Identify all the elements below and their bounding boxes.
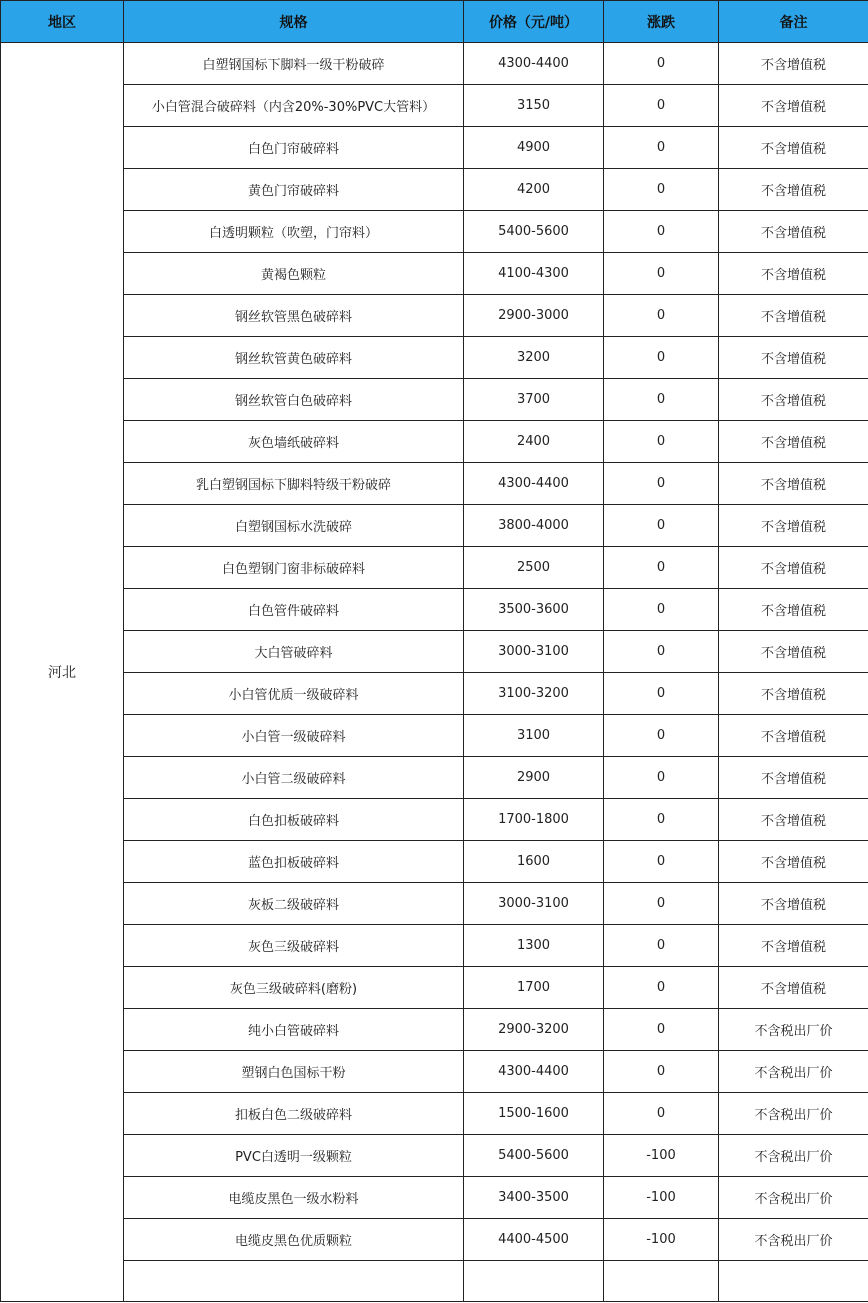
note-cell: 不含增值税 xyxy=(719,169,868,211)
note-cell: 不含增值税 xyxy=(719,421,868,463)
note-cell: 不含税出厂价 xyxy=(719,1093,868,1135)
note-cell: 不含增值税 xyxy=(719,883,868,925)
table-row xyxy=(1,253,868,295)
spec-cell: 小白管一级破碎料 xyxy=(124,715,464,757)
note-cell: 不含税出厂价 xyxy=(719,1219,868,1261)
spec-cell: 乳白塑钢国标下脚料特级干粉破碎 xyxy=(124,463,464,505)
note-cell: 不含增值税 xyxy=(719,85,868,127)
spec-cell: 灰色墙纸破碎料 xyxy=(124,421,464,463)
price-cell: 4100-4300 xyxy=(464,253,604,295)
note-cell: 不含增值税 xyxy=(719,715,868,757)
table-row xyxy=(1,589,868,631)
price-cell: 5400-5600 xyxy=(464,211,604,253)
change-cell: 0 xyxy=(604,883,719,925)
spec-cell: 钢丝软管白色破碎料 xyxy=(124,379,464,421)
note-cell: 不含税出厂价 xyxy=(719,1135,868,1177)
price-cell: 5400-5600 xyxy=(464,1135,604,1177)
change-cell: 0 xyxy=(604,589,719,631)
table-row xyxy=(1,43,868,85)
change-cell: 0 xyxy=(604,925,719,967)
note-cell: 不含增值税 xyxy=(719,43,868,85)
note-cell: 不含增值税 xyxy=(719,547,868,589)
price-cell: 4900 xyxy=(464,127,604,169)
change-cell: 0 xyxy=(604,799,719,841)
note-cell: 不含增值税 xyxy=(719,463,868,505)
change-cell: 0 xyxy=(604,421,719,463)
note-cell: 不含增值税 xyxy=(719,379,868,421)
change-cell: 0 xyxy=(604,967,719,1009)
price-cell: 4300-4400 xyxy=(464,43,604,85)
header-row xyxy=(1,1,868,43)
change-cell: 0 xyxy=(604,85,719,127)
empty-cell xyxy=(719,1261,868,1302)
spec-cell: 白色管件破碎料 xyxy=(124,589,464,631)
change-cell: -100 xyxy=(604,1219,719,1261)
note-cell: 不含税出厂价 xyxy=(719,1009,868,1051)
header-region: 地区 xyxy=(1,1,124,43)
table-row xyxy=(1,1051,868,1093)
spec-cell: 小白管混合破碎料（内含20%-30%PVC大管料） xyxy=(124,85,464,127)
spec-cell: 纯小白管破碎料 xyxy=(124,1009,464,1051)
table-row xyxy=(1,85,868,127)
change-cell: 0 xyxy=(604,757,719,799)
change-cell: 0 xyxy=(604,253,719,295)
table-row xyxy=(1,1135,868,1177)
price-cell: 3800-4000 xyxy=(464,505,604,547)
price-cell: 1500-1600 xyxy=(464,1093,604,1135)
table-row xyxy=(1,715,868,757)
table-body xyxy=(1,43,868,1302)
change-cell: 0 xyxy=(604,379,719,421)
change-cell: 0 xyxy=(604,169,719,211)
price-cell: 3150 xyxy=(464,85,604,127)
table-row xyxy=(1,631,868,673)
header-note: 备注 xyxy=(719,1,868,43)
table-row xyxy=(1,925,868,967)
change-cell: 0 xyxy=(604,1009,719,1051)
spec-cell: 大白管破碎料 xyxy=(124,631,464,673)
spec-cell: 黄色门帘破碎料 xyxy=(124,169,464,211)
empty-cell xyxy=(124,1261,464,1302)
change-cell: 0 xyxy=(604,211,719,253)
table-row xyxy=(1,169,868,211)
note-cell: 不含增值税 xyxy=(719,925,868,967)
change-cell: 0 xyxy=(604,505,719,547)
price-cell: 4200 xyxy=(464,169,604,211)
region-cell: 河北 xyxy=(1,43,124,1302)
note-cell: 不含增值税 xyxy=(719,505,868,547)
change-cell: 0 xyxy=(604,841,719,883)
spec-cell: 小白管二级破碎料 xyxy=(124,757,464,799)
table-row xyxy=(1,757,868,799)
table-row xyxy=(1,1093,868,1135)
empty-cell xyxy=(604,1261,719,1302)
empty-row xyxy=(1,1261,868,1302)
table-row xyxy=(1,211,868,253)
header-spec: 规格 xyxy=(124,1,464,43)
spec-cell: 钢丝软管黄色破碎料 xyxy=(124,337,464,379)
change-cell: 0 xyxy=(604,673,719,715)
note-cell: 不含增值税 xyxy=(719,337,868,379)
price-cell: 1300 xyxy=(464,925,604,967)
table-row xyxy=(1,841,868,883)
price-cell: 2900 xyxy=(464,757,604,799)
price-cell: 1600 xyxy=(464,841,604,883)
spec-cell: PVC白透明一级颗粒 xyxy=(124,1135,464,1177)
table-row xyxy=(1,1219,868,1261)
note-cell: 不含增值税 xyxy=(719,295,868,337)
table-row xyxy=(1,379,868,421)
spec-cell: 白塑钢国标水洗破碎 xyxy=(124,505,464,547)
price-cell: 4400-4500 xyxy=(464,1219,604,1261)
note-cell: 不含增值税 xyxy=(719,799,868,841)
note-cell: 不含增值税 xyxy=(719,253,868,295)
spec-cell: 黄褐色颗粒 xyxy=(124,253,464,295)
price-cell: 4300-4400 xyxy=(464,1051,604,1093)
table-row xyxy=(1,505,868,547)
price-cell: 3100-3200 xyxy=(464,673,604,715)
change-cell: 0 xyxy=(604,1093,719,1135)
spec-cell: 塑钢白色国标干粉 xyxy=(124,1051,464,1093)
header-price: 价格（元/吨） xyxy=(464,1,604,43)
price-cell: 2900-3200 xyxy=(464,1009,604,1051)
price-cell: 3400-3500 xyxy=(464,1177,604,1219)
note-cell: 不含增值税 xyxy=(719,589,868,631)
price-cell: 2900-3000 xyxy=(464,295,604,337)
spec-cell: 白色门帘破碎料 xyxy=(124,127,464,169)
price-cell: 2500 xyxy=(464,547,604,589)
table-row xyxy=(1,463,868,505)
spec-cell: 钢丝软管黑色破碎料 xyxy=(124,295,464,337)
price-cell: 4300-4400 xyxy=(464,463,604,505)
change-cell: 0 xyxy=(604,631,719,673)
header-change: 涨跌 xyxy=(604,1,719,43)
note-cell: 不含税出厂价 xyxy=(719,1051,868,1093)
table-row xyxy=(1,547,868,589)
table-row xyxy=(1,1177,868,1219)
spec-cell: 灰色三级破碎料 xyxy=(124,925,464,967)
table-row xyxy=(1,967,868,1009)
price-cell: 1700-1800 xyxy=(464,799,604,841)
note-cell: 不含增值税 xyxy=(719,757,868,799)
change-cell: 0 xyxy=(604,295,719,337)
price-cell: 3700 xyxy=(464,379,604,421)
price-cell: 3000-3100 xyxy=(464,631,604,673)
change-cell: 0 xyxy=(604,715,719,757)
price-cell: 2400 xyxy=(464,421,604,463)
change-cell: -100 xyxy=(604,1177,719,1219)
table-row xyxy=(1,421,868,463)
price-cell: 3000-3100 xyxy=(464,883,604,925)
note-cell: 不含增值税 xyxy=(719,841,868,883)
note-cell: 不含增值税 xyxy=(719,673,868,715)
spec-cell: 扣板白色二级破碎料 xyxy=(124,1093,464,1135)
spec-cell: 白色塑钢门窗非标破碎料 xyxy=(124,547,464,589)
spec-cell: 灰板二级破碎料 xyxy=(124,883,464,925)
price-cell: 1700 xyxy=(464,967,604,1009)
table-row xyxy=(1,127,868,169)
spec-cell: 蓝色扣板破碎料 xyxy=(124,841,464,883)
change-cell: 0 xyxy=(604,43,719,85)
empty-cell xyxy=(464,1261,604,1302)
note-cell: 不含税出厂价 xyxy=(719,1177,868,1219)
change-cell: -100 xyxy=(604,1135,719,1177)
change-cell: 0 xyxy=(604,547,719,589)
table-row xyxy=(1,673,868,715)
note-cell: 不含增值税 xyxy=(719,127,868,169)
note-cell: 不含增值税 xyxy=(719,967,868,1009)
table-row xyxy=(1,337,868,379)
spec-cell: 白塑钢国标下脚料一级干粉破碎 xyxy=(124,43,464,85)
spec-cell: 电缆皮黑色优质颗粒 xyxy=(124,1219,464,1261)
change-cell: 0 xyxy=(604,463,719,505)
spec-cell: 小白管优质一级破碎料 xyxy=(124,673,464,715)
change-cell: 0 xyxy=(604,337,719,379)
table-row xyxy=(1,883,868,925)
note-cell: 不含增值税 xyxy=(719,211,868,253)
spec-cell: 白色扣板破碎料 xyxy=(124,799,464,841)
table-row xyxy=(1,1009,868,1051)
change-cell: 0 xyxy=(604,127,719,169)
spec-cell: 电缆皮黑色一级水粉料 xyxy=(124,1177,464,1219)
spec-cell: 白透明颗粒（吹塑，门帘料） xyxy=(124,211,464,253)
table-row xyxy=(1,799,868,841)
note-cell: 不含增值税 xyxy=(719,631,868,673)
spec-cell: 灰色三级破碎料(磨粉) xyxy=(124,967,464,1009)
price-cell: 3200 xyxy=(464,337,604,379)
table-row xyxy=(1,295,868,337)
price-cell: 3500-3600 xyxy=(464,589,604,631)
price-cell: 3100 xyxy=(464,715,604,757)
change-cell: 0 xyxy=(604,1051,719,1093)
